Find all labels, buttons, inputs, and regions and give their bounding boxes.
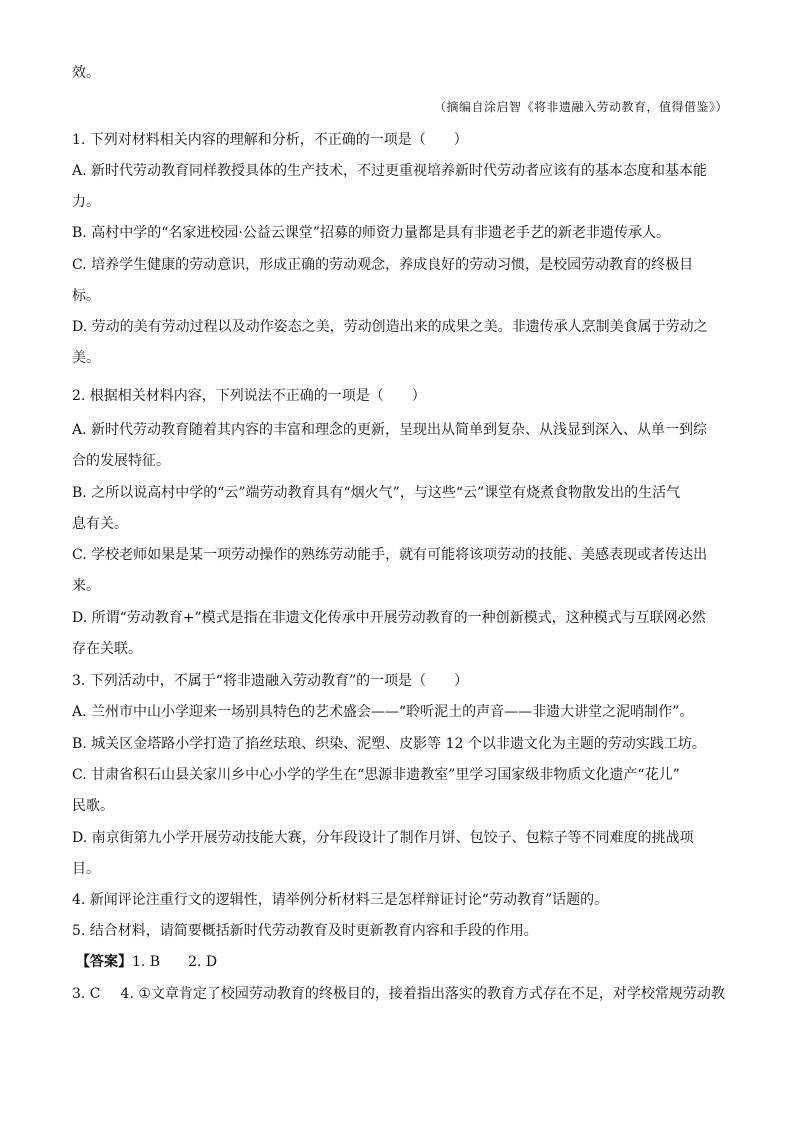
question-1-stem: 1. 下列对材料相关内容的理解和分析，不正确的一项是（ ） [72, 132, 468, 148]
question-1-option-c: C. 培养学生健康的劳动意识，形成正确的劳动观念，养成良好的劳动习惯，是校园劳动教育的终极目 [72, 257, 694, 273]
answer-line-2 [72, 985, 732, 1003]
question-2-option-c-cont: 来。 [72, 578, 100, 594]
question-1-option-d: D. 劳动的美有劳动过程以及动作姿态之美，劳动创造出来的成果之美。非遗传承人烹制美食属于劳动之 [72, 319, 708, 335]
question-2-option-c: C. 学校老师如果是某一项劳动操作的熟练劳动能手，就有可能将该项劳动的技能、美感表现或者传达出 [72, 547, 708, 563]
question-5: 5. 结合材料，请简要概括新时代劳动教育及时更新教育内容和手段的作用。 [72, 923, 538, 939]
question-1-option-a: A. 新时代劳动教育同样教授具体的生产技术，不过更重视培养新时代劳动者应该有的基本态度和基本能 [72, 163, 708, 179]
paragraph-ending: 效。 [72, 65, 100, 81]
question-1-option-b: B. 高村中学的“名家进校园·公益云课堂”招募的师资力量都是具有非遗老手艺的新老非遗传承人。 [72, 225, 670, 241]
answer-3: 3. C [72, 986, 101, 1002]
question-4: 4. 新闻评论注重行文的逻辑性，请举例分析材料三是怎样辩证讨论“劳动教育”话题的。 [72, 892, 609, 908]
question-3-option-a: A. 兰州市中山小学迎来一场别具特色的艺术盛会——“聆听泥土的声音——非遗大讲堂之泥哨制作”。 [72, 704, 694, 720]
question-1-option-c-cont: 标。 [72, 288, 100, 304]
question-3-option-c: C. 甘肃省积石山县关家川乡中心小学的学生在“思源非遗教室”里学习国家级非物质文化遗产“花儿” [72, 767, 680, 783]
question-2-option-a: A. 新时代劳动教育随着其内容的丰富和理念的更新，呈现出从简单到复杂、从浅显到深入、从单一到综 [72, 422, 708, 438]
question-2-option-d-cont: 存在关联。 [72, 641, 142, 657]
answer-4: 4. ①文章肯定了校园劳动教育的终极目的，接着指出落实的教育方式存在不足，对学校常规劳动教 [120, 986, 725, 1002]
question-2-option-b: B. 之所以说高村中学的“云”端劳动教育具有“烟火气”，与这些“云”课堂有烧煮食物散发出的生活气 [72, 485, 681, 501]
question-2-option-a-cont: 合的发展特征。 [72, 453, 170, 469]
answer-2: 2. D [188, 954, 218, 970]
question-3-option-b: B. 城关区金塔路小学打造了掐丝珐琅、织染、泥塑、皮影等 12 个以非遗文化为主题的劳动实践工坊。 [72, 736, 706, 752]
question-1-option-d-cont: 美。 [72, 350, 100, 366]
question-1-option-a-cont: 力。 [72, 194, 100, 210]
source-citation: （摘编自涂启智《将非遗融入劳动教育，值得借鉴》） [433, 100, 728, 114]
question-2-stem: 2. 根据相关材料内容，下列说法不正确的一项是（ ） [72, 388, 426, 404]
question-2-option-d: D. 所谓“劳动教育+”模式是指在非遗文化传承中开展劳动教育的一种创新模式，这种模式与互联网必然 [72, 610, 706, 626]
question-3-option-d-cont: 目。 [72, 861, 100, 877]
question-3-option-d: D. 南京街第九小学开展劳动技能大赛，分年段设计了制作月饼、包饺子、包粽子等不同难度的挑战项 [72, 830, 694, 846]
answer-1: 1. B [132, 954, 161, 970]
answer-line-1 [76, 953, 736, 971]
question-3-stem: 3. 下列活动中，不属于“将非遗融入劳动教育”的一项是（ ） [72, 673, 469, 689]
question-3-option-c-cont: 民歌。 [72, 798, 114, 814]
question-2-option-b-cont: 息有关。 [72, 516, 128, 532]
answer-label: 【答案】 [76, 954, 132, 970]
